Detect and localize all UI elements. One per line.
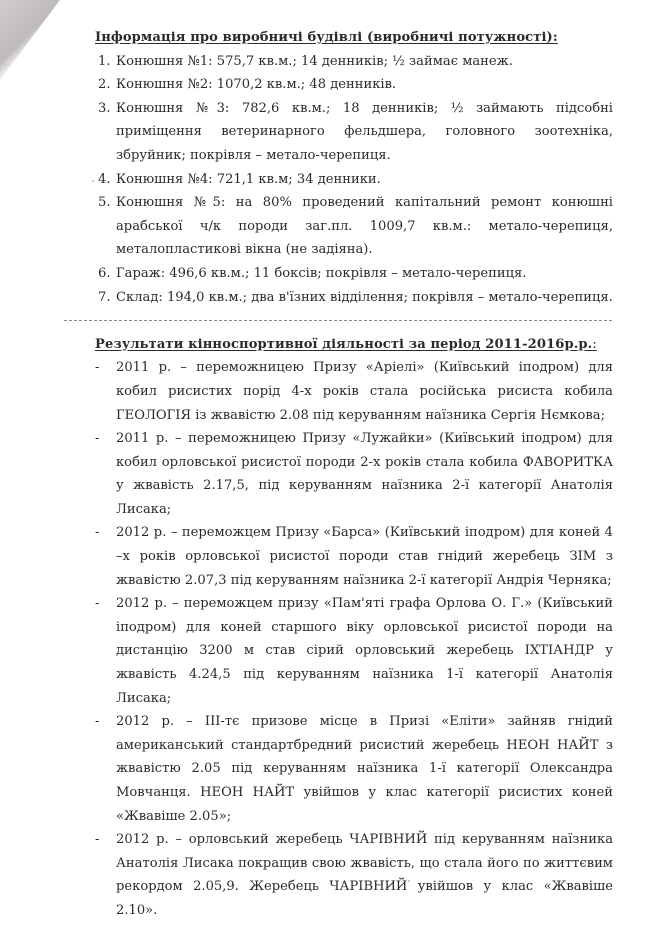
item-text: Конюшня №2: 1070,2 кв.м.; 48 денників. <box>116 77 397 93</box>
item-text: 2012 р. – орловський жеребець ЧАРІВНИЙ під керуванням наїзника Анатолія Лисака покращив свою жвавість, що стала його по життєвим рекордом 2.05,9. Жеребець ЧАРІВНИЙ увійшов у клас «Жвавіше 2.10». <box>116 832 613 918</box>
item-text: Конюшня №5: на 80% проведений капітальний ремонт конюшні арабської ч/к породи заг.пл. 1009,7 кв.м.: метало-черепиця, металопластикові вікна (не задіяна). <box>116 195 613 258</box>
item-dash: - <box>95 525 100 541</box>
section-results-title <box>95 333 613 357</box>
item-text: Конюшня №4: 721,1 кв.м; 34 денники. <box>116 171 381 187</box>
section-results-title-text: Результати кінноспортивної діяльності за період 2011-2016р.р. <box>95 336 593 352</box>
item-text: 2011 р. – переможницею Призу «Лужайки» (Київський іподром) для кобил орловської рисистої породи 2-х років стала кобила ФАВОРИТКА у жвавість 2.17,5, під керуванням наїзника 2-ї категорії Анатолія Лисака; <box>116 431 613 517</box>
item-number: 6. <box>98 265 111 281</box>
list-item <box>95 427 613 521</box>
document-page <box>95 26 613 923</box>
list-item <box>95 592 613 710</box>
list-item <box>95 50 613 74</box>
list-item <box>95 262 613 286</box>
list-item <box>95 168 613 192</box>
list-item <box>95 356 613 427</box>
item-number: 2. <box>98 77 111 93</box>
item-number: 7. <box>98 289 111 305</box>
buildings-list <box>95 50 613 310</box>
item-text: Конюшня №3: 782,6 кв.м.; 18 денників; ½ займають підсобні приміщення ветеринарного фельдшера, головного зоотехніка, збруйник; покрівля – метало-черепиця. <box>116 100 613 163</box>
section-results-title-colon: : <box>592 336 597 352</box>
folded-page-corner <box>0 0 60 80</box>
list-item <box>95 828 613 922</box>
scan-speck <box>92 180 94 182</box>
item-text: Гараж: 496,6 кв.м.; 11 боксів; покрівля – метало-черепиця. <box>116 265 527 281</box>
list-item <box>95 521 613 592</box>
item-number: 5. <box>98 195 111 211</box>
list-item <box>95 73 613 97</box>
item-text: 2012 р. – ІІІ-тє призове місце в Призі «Еліти» зайняв гнідий американський стандартбредний рисистий жеребець НЕОН НАЙТ з жвавістю 2.05 під керуванням наїзника 1-ї категорії Олександра Мовчанця. НЕОН НАЙТ увійшов у клас категорії рисистих коней «Жвавіше 2.05»; <box>116 714 613 824</box>
item-text: 2012 р. – переможцем призу «Пам'яті графа Орлова О. Г.» (Київський іподром) для коней старшого віку орловської рисистої породи на дистанцію 3200 м став сірий орловський жеребець ІХТІАНДР у жвавість 4.24,5 під керуванням наїзника 1-ї категорії Анатолія Лисака; <box>116 596 613 706</box>
dashed-divider <box>64 309 612 333</box>
item-dash: - <box>95 431 100 447</box>
list-item <box>95 97 613 168</box>
item-number: 1. <box>98 53 111 69</box>
item-number: 4. <box>98 171 111 187</box>
item-text: Склад: 194,0 кв.м.; два в'їзних відділення; покрівля – метало-черепиця. <box>116 289 613 305</box>
list-item <box>95 286 613 310</box>
item-dash: - <box>95 596 100 612</box>
item-text: 2011 р. – переможницею Призу «Аріелі» (Київський іподром) для кобил рисистих порід 4-х років стала російська рисиста кобила ГЕОЛОГІЯ із жвавістю 2.08 під керуванням наїзника Сергія Нємкова; <box>116 360 613 423</box>
list-item <box>95 191 613 262</box>
item-dash: - <box>95 714 100 730</box>
list-item <box>95 710 613 828</box>
item-number: 3. <box>98 100 111 116</box>
item-dash: - <box>95 360 100 376</box>
item-dash: - <box>95 832 100 848</box>
results-list <box>95 356 613 922</box>
item-text: 2012 р. – переможцем Призу «Барса» (Київський іподром) для коней 4 –х років орловської рисистої породи став гнідий жеребець ЗІМ з жвавістю 2.07,3 під керуванням наїзника 2-ї категорії Андрія Черняка; <box>116 525 613 588</box>
section-buildings-title: Інформація про виробничі будівлі (виробничі потужності): <box>95 30 558 45</box>
item-text: Конюшня №1: 575,7 кв.м.; 14 денників; ½ займає манеж. <box>116 53 513 69</box>
